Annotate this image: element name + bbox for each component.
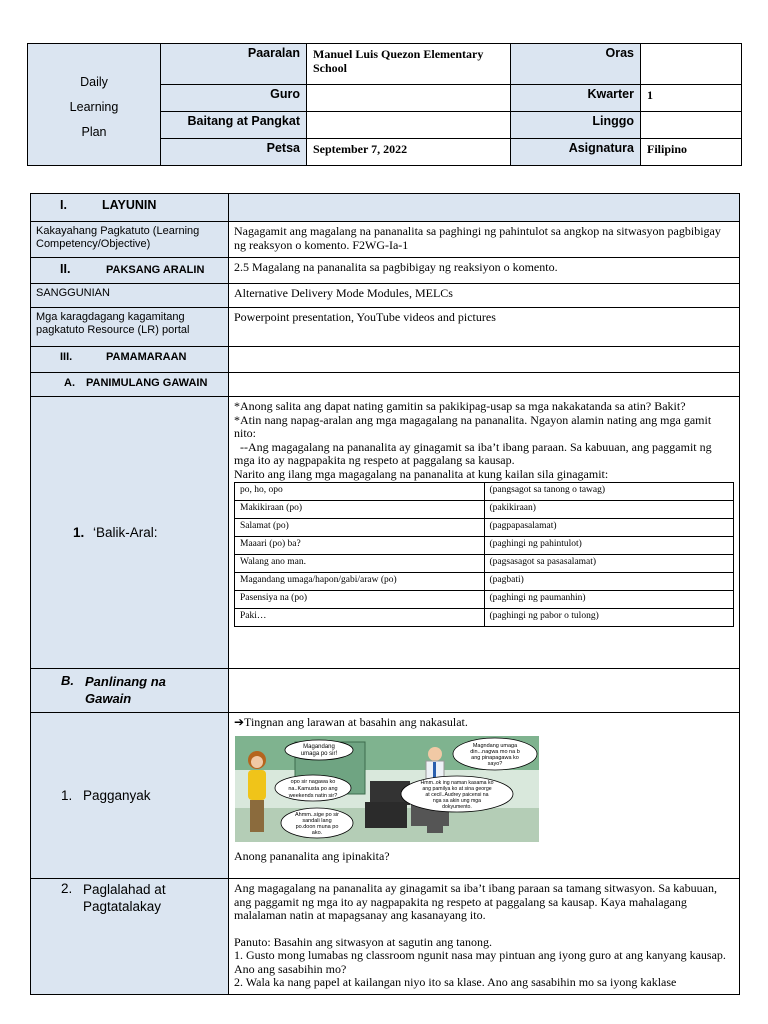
pamamaraan-empty (229, 347, 740, 373)
value-linggo (641, 112, 742, 139)
pagganyak-title: Pagganyak (83, 788, 151, 803)
paksa-num: II. (60, 262, 71, 276)
polite-use: (pagsasagot sa pasasalamat) (484, 555, 734, 573)
panlinang-empty (229, 669, 740, 713)
polite-word: Salamat (po) (235, 519, 485, 537)
polite-word: po, ho, opo (235, 483, 485, 501)
table-row (235, 555, 734, 573)
value-baitang (307, 112, 511, 139)
label-paaralan: Paaralan (161, 44, 307, 85)
balik-aral-content (229, 397, 740, 669)
panlinang-heading (31, 669, 229, 713)
paglalahad-p4: 2. Wala ka nang papel at kailangan niyo ito sa klase. Ano ang sasabihin mo sa iyong kaklase (234, 975, 677, 989)
layunin-heading (31, 194, 229, 222)
paksa-title: PAKSANG ARALIN (106, 264, 205, 276)
balik-aral-num: 1. (73, 525, 85, 540)
panimula-heading (31, 373, 229, 397)
pagganyak-content (229, 713, 740, 879)
polite-words-table (234, 482, 734, 627)
balik-aral-line-4: Narito ang ilang mga magagalang na pananalita at kung kailan sila ginagamit: (234, 466, 609, 481)
pamamaraan-title: PAMAMARAAN (106, 351, 187, 363)
panimula-empty (229, 373, 740, 397)
panlinang-title: Panlinang na Gawain (85, 674, 166, 706)
value-petsa: September 7, 2022 (307, 139, 511, 166)
paglalahad-p3: 1. Gusto mong lumabas ng classroom ngunit nasa may pintuan ang iyong guro at ang kanyang kausap. Ano ang sasabihin mo? (234, 948, 726, 976)
label-baitang: Baitang at Pangkat (161, 112, 307, 139)
polite-use: (pakikiraan) (484, 501, 734, 519)
table-row (235, 519, 734, 537)
polite-word: Walang ano man. (235, 555, 485, 573)
table-row (235, 501, 734, 519)
pagganyak-question: Anong pananalita ang ipinakita? (234, 848, 390, 863)
value-paaralan: Manuel Luis Quezon Elementary School (307, 44, 511, 85)
bubble-5-line-1: Hmm..ok ing naman kasama ko (420, 779, 494, 786)
pagganyak-num: 1. (61, 788, 73, 803)
bubble-4-line-4: sayo? (487, 760, 503, 767)
bubble-2-line-1: opo sir nagawa ko (290, 778, 336, 785)
pamamaraan-num: III. (60, 351, 73, 363)
layunin-empty (229, 194, 740, 222)
polite-use: (pangsagot sa tanong o tawag) (484, 483, 734, 501)
label-petsa: Petsa (161, 139, 307, 166)
paglalahad-p2: Panuto: Basahin ang sitwasyon at sagutin ang tanong. (234, 934, 492, 949)
bubble-2-line-3: weekends natin sir? (288, 792, 338, 799)
table-row (235, 591, 734, 609)
bubble-4-line-1: Magndang umaga (472, 742, 518, 749)
bubble-2-line-2: na..Kamusta po ang (288, 785, 338, 792)
label-oras: Oras (511, 44, 641, 85)
lesson-plan-table (30, 193, 740, 995)
table-row (235, 483, 734, 501)
polite-use: (pagbati) (484, 573, 734, 591)
pagganyak-label (31, 713, 229, 879)
bubble-5-line-3: at cecil..Audrey paicensi na (425, 791, 489, 798)
paglalahad-title: Paglalahad at Pagtatalakay (83, 882, 166, 914)
label-linggo: Linggo (511, 112, 641, 139)
dlp-label-daily: Daily (80, 75, 108, 89)
label-guro: Guro (161, 85, 307, 112)
bubble-3-line-1: Ahmm..sige po sir (294, 811, 340, 818)
polite-use: (paghingi ng paumanhin) (484, 591, 734, 609)
resources-text: Powerpoint presentation, YouTube videos and pictures (229, 308, 740, 347)
pagganyak-intro: ➔Tingnan ang larawan at basahin ang nakasulat. (234, 715, 468, 729)
table-row (235, 573, 734, 591)
balik-aral-line-2: *Atin nang napag-aralan ang mga magagalang na pananalita. Ngayon alamin nating ang mga gamit nito: (234, 412, 712, 440)
bubble-3-line-3: po.doon muna po (295, 823, 339, 830)
bubble-1-line-2: umaga po sir! (300, 750, 338, 757)
bubble-5-line-4: nga sa akin ung mga (432, 797, 482, 804)
table-row (235, 537, 734, 555)
bubble-5-line-2: ang pamilya ko at sina george (422, 785, 492, 792)
sanggunian-text: Alternative Delivery Mode Modules, MELCs (229, 284, 740, 308)
polite-word: Makikiraan (po) (235, 501, 485, 519)
dlp-label-plan: Plan (81, 125, 107, 139)
balik-aral-line-1: *Anong salita ang dapat nating gamitin sa pakikipag-usap sa mga nakakatanda sa atin? Bakit? (234, 399, 686, 413)
table-row (235, 609, 734, 627)
label-kwarter: Kwarter (511, 85, 641, 112)
sanggunian-label: SANGGUNIAN (31, 284, 229, 308)
label-asignatura: Asignatura (511, 139, 641, 166)
bubble-3-line-4: ako. (311, 829, 323, 836)
bubble-4-line-3: ang pinapagawa ko (471, 754, 519, 761)
paglalahad-p1: Ang magagalang na pananalita ay ginagamit sa iba’t ibang paraan sa tamang sitwasyon. Sa kabuuan, ang paggamit ng mga ito ay nagpapakita ng respeto at paggalang sa kausap. Kaya mahalagang malalaman natin at mapagsanay ang kasanayang ito. (234, 881, 717, 922)
pamamaraan-heading (31, 347, 229, 373)
dlp-label-learning: Learning (69, 100, 119, 114)
competency-label: Kakayahang Pagkatuto (Learning Competency/Objective) (31, 222, 229, 258)
value-oras (641, 44, 742, 85)
balik-aral-title: ‘Balik-Aral: (93, 525, 158, 540)
polite-use: (paghingi ng pahintulot) (484, 537, 734, 555)
panlinang-num: B. (61, 673, 74, 688)
bubble-3-line-2: sandali lang (302, 817, 332, 824)
competency-text: Nagagamit ang magalang na pananalita sa paghingi ng pahintulot sa angkop na sitwasyon pagbibigay ng reaksyon o komento. F2WG-Ia-1 (229, 222, 740, 258)
bubble-1-line-1: Magandang (303, 743, 335, 750)
paksa-heading (31, 258, 229, 284)
layunin-num: I. (60, 198, 67, 212)
bubble-5-line-5: dokyumento. (442, 803, 472, 810)
classroom-illustration (235, 736, 539, 842)
polite-word: Pasensiya na (po) (235, 591, 485, 609)
panimula-num: A. (64, 377, 75, 389)
panimula-title: PANIMULANG GAWAIN (86, 377, 208, 389)
dlp-side-label (28, 44, 161, 166)
polite-word: Magandang umaga/hapon/gabi/araw (po) (235, 573, 485, 591)
polite-use: (pagpapasalamat) (484, 519, 734, 537)
paksa-text: 2.5 Magalang na pananalita sa pagbibigay ng reaksiyon o komento. (229, 258, 740, 284)
layunin-title: LAYUNIN (102, 198, 157, 212)
polite-word: Maaari (po) ba? (235, 537, 485, 555)
paglalahad-content (229, 879, 740, 995)
polite-use: (paghingi ng pabor o tulong) (484, 609, 734, 627)
resources-label: Mga karagdagang kagamitang pagkatuto Resource (LR) portal (31, 308, 229, 347)
value-asignatura: Filipino (641, 139, 742, 166)
paglalahad-label (31, 879, 229, 995)
value-guro (307, 85, 511, 112)
value-kwarter: 1 (641, 85, 742, 112)
balik-aral-line-3: --Ang magagalang na pananalita ay ginagamit sa iba’t ibang paraan. Sa kabuuan, ang paggamit ng mga ito ay nagpapakita ng respeto at paggalang sa kausap. (234, 439, 715, 467)
header-table (27, 43, 742, 166)
paglalahad-num: 2. (61, 881, 73, 896)
bubble-4-line-2: din...nagwa mo na b (470, 748, 520, 755)
balik-aral-label (31, 397, 229, 669)
polite-word: Paki… (235, 609, 485, 627)
